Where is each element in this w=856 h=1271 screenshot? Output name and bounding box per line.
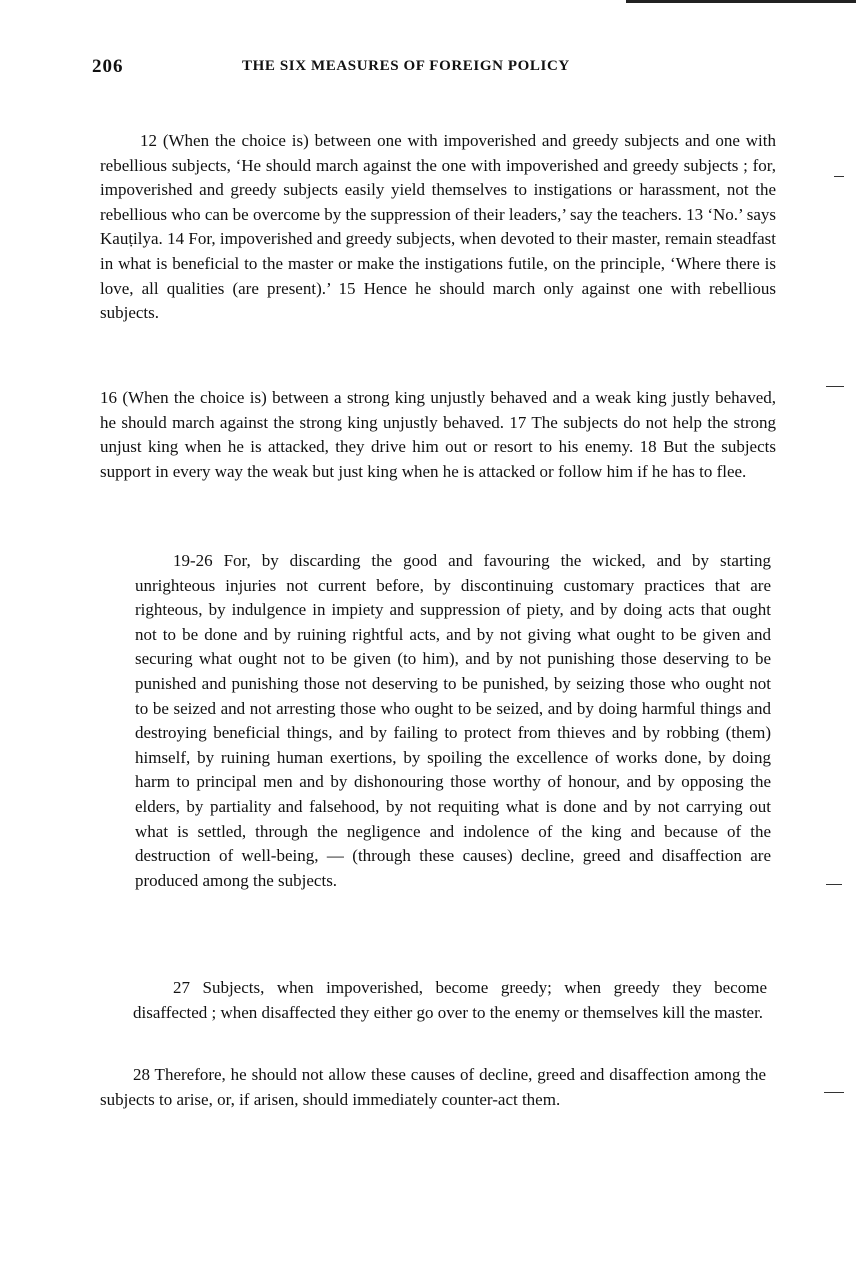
page-number: 206: [92, 56, 124, 77]
margin-mark: [834, 176, 844, 177]
margin-mark: [826, 884, 842, 885]
margin-mark: [824, 1092, 844, 1093]
paragraph-19-26: 19-26 For, by discarding the good and favouring the wicked, and by starting unrighteous injuries not current before, by discontinuing customary practices that are righteous, by indulgence in impiety and suppression of piety, and by doing acts that ought not to be done and by ruining rightful acts, and by not giving what ought to be given and securing what ought not to be given (to him), and by not punishing those deserving to be punished and punishing those not deserving to be punished, by seizing those who ought not to be seized and not arresting those who ought to be seized, and by doing harmful things and destroying beneficial things, and by failing to protect from thieves and by robbing (them) himself, by ruining human exertions, by spoiling the excellence of works done, by doing harm to principal men and by dishonouring those worthy of honour, and by opposing the elders, by partiality and falsehood, by not requiting what is done and by not carrying out what is settled, through the negligence and indolence of the king and because of the destruction of well-being, — (through these causes) decline, greed and disaffection are produced among the subjects.: [135, 551, 771, 890]
paragraph-27: 27 Subjects, when impoverished, become greedy; when greedy they become disaffected ; when disaffected they either go over to the enemy or themselves kill the master.: [133, 978, 767, 1022]
paragraph-28: 28 Therefore, he should not allow these causes of decline, greed and disaffection among the subjects to arise, or, if arisen, should immediately counter-act them.: [100, 1065, 766, 1109]
top-edge-line: [626, 0, 856, 3]
paragraph-16-18: 16 (When the choice is) between a strong king unjustly behaved and a weak king justly behaved, he should march against the strong king unjustly behaved. 17 The subjects do not help the strong unjust king when he is attacked, they drive him out or resort to his enemy. 18 But the subjects support in every way the weak but just king when he is attacked or follow him if he has to flee.: [100, 388, 776, 481]
running-title: THE SIX MEASURES OF FOREIGN POLICY: [242, 58, 570, 74]
margin-mark: [826, 386, 844, 387]
paragraph-12-15: 12 (When the choice is) between one with impoverished and greedy subjects and one with rebellious subjects, ‘He should march against the one with impoverished and greedy subjects ; for, impoverished and greedy subjects easily yield themselves to instigations or harassment, not the rebellious who can be overcome by the suppression of their leaders,’ say the teachers. 13 ‘No.’ says Kauṭilya. 14 For, impoverished and greedy subjects, when devoted to their master, remain steadfast in what is beneficial to the master or make the instigations futile, on the principle, ‘Where there is love, all qualities (are present).’ 15 Hence he should march only against one with rebellious subjects.: [100, 131, 776, 323]
page-header: [92, 56, 782, 78]
